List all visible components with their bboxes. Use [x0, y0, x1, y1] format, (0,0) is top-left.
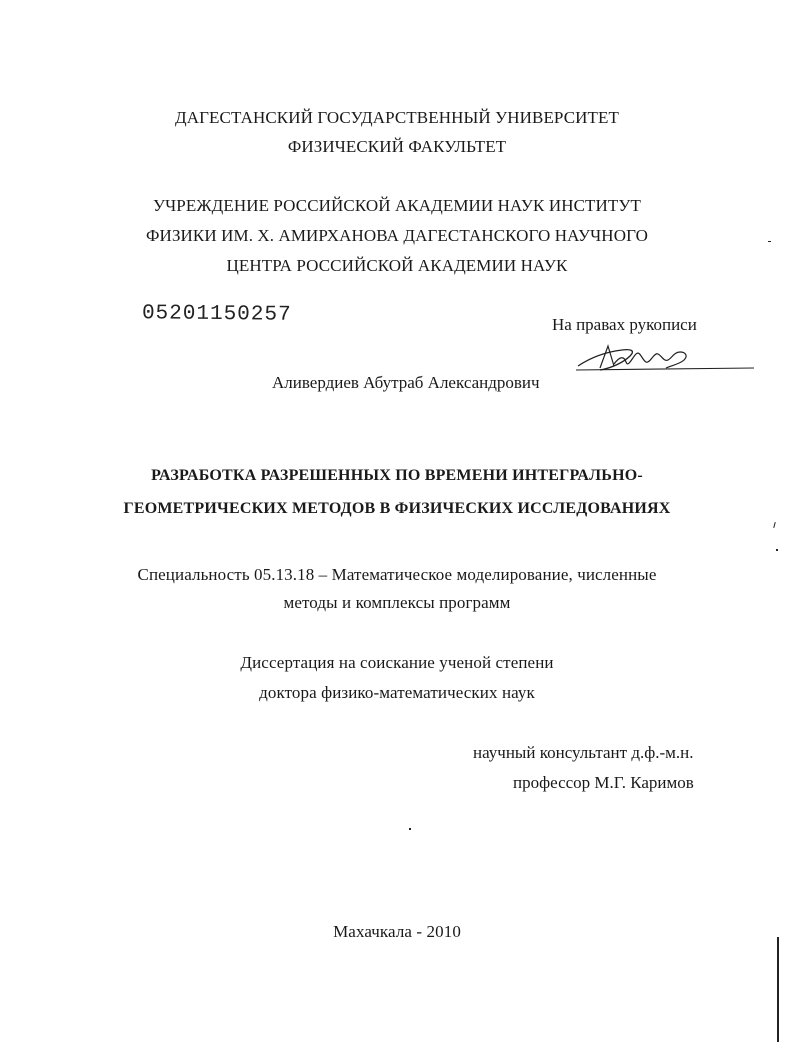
- university-name: ДАГЕСТАНСКИЙ ГОСУДАРСТВЕННЫЙ УНИВЕРСИТЕТ: [175, 108, 619, 127]
- author-name: Аливердиев Абутраб Александрович: [272, 373, 540, 392]
- scan-speck: [768, 241, 771, 242]
- dissertation-title-line-2: ГЕОМЕТРИЧЕСКИХ МЕТОДОВ В ФИЗИЧЕСКИХ ИССЛЕДОВАНИЯХ: [123, 500, 671, 517]
- document-number: 05201150257: [141, 302, 292, 327]
- city-year: Махачкала - 2010: [333, 922, 461, 941]
- advisor-name: профессор М.Г. Каримов: [513, 773, 694, 792]
- institute-line-2: ФИЗИКИ ИМ. Х. АМИРХАНОВА ДАГЕСТАНСКОГО НАУЧНОГО: [146, 226, 648, 245]
- signature: [570, 338, 760, 378]
- faculty-name: ФИЗИЧЕСКИЙ ФАКУЛЬТЕТ: [287, 137, 507, 156]
- institute-line-1: УЧРЕЖДЕНИЕ РОССИЙСКОЙ АКАДЕМИИ НАУК ИНСТИТУТ: [153, 196, 641, 215]
- specialty-line-1: Специальность 05.13.18 – Математическое моделирование, численные: [137, 565, 657, 584]
- manuscript-rights-label: На правах рукописи: [552, 315, 697, 334]
- institute-line-3: ЦЕНТРА РОССИЙСКОЙ АКАДЕМИИ НАУК: [226, 256, 568, 275]
- scan-edge-line: [777, 937, 779, 1042]
- dissertation-degree-line-2: доктора физико-математических наук: [259, 683, 535, 702]
- dissertation-degree-line-1: Диссертация на соискание ученой степени: [240, 653, 554, 672]
- dissertation-title-line-1: РАЗРАБОТКА РАЗРЕШЕННЫХ ПО ВРЕМЕНИ ИНТЕГРАЛЬНО-: [151, 467, 643, 484]
- scan-speck: [773, 522, 776, 528]
- advisor-degree: научный консультант д.ф.-м.н.: [473, 743, 694, 762]
- specialty-line-2: методы и комплексы программ: [283, 593, 511, 612]
- scan-speck: [409, 828, 411, 830]
- scan-speck: [776, 549, 778, 551]
